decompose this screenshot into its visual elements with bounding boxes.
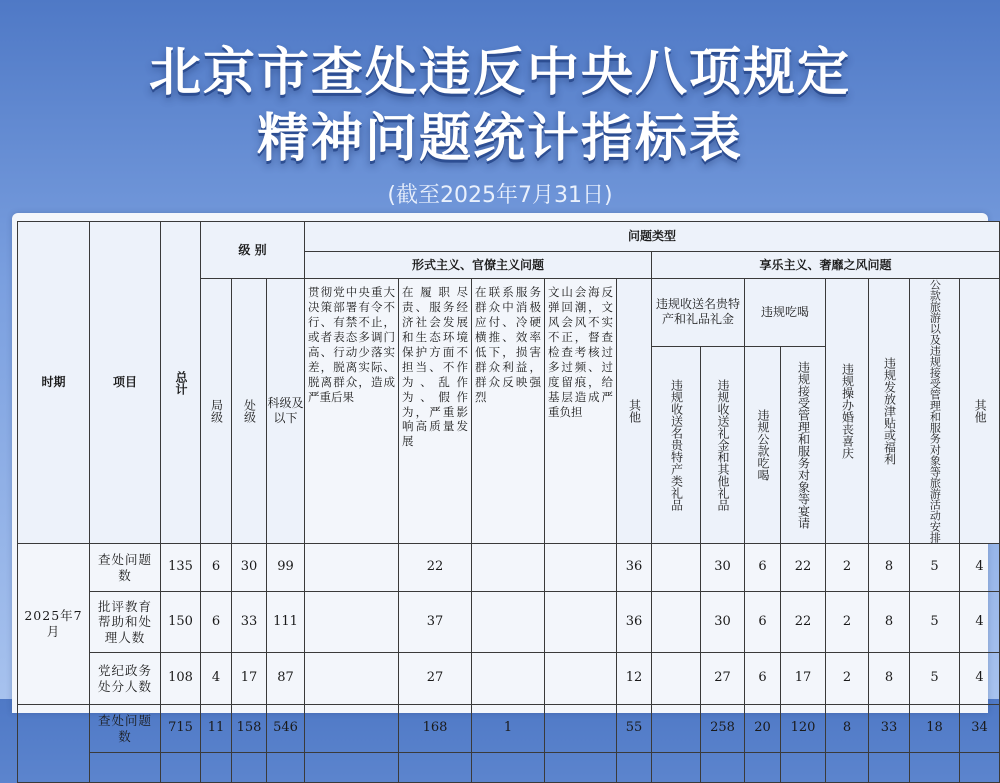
- header-gift-col2: 违规收送礼金和其他礼品: [701, 346, 745, 543]
- header-item: 项目: [90, 222, 161, 544]
- value-cell: 111: [267, 592, 305, 653]
- period-cell: 2025年7月: [18, 544, 90, 705]
- value-cell: 34: [960, 705, 1000, 753]
- value-cell: 5: [910, 544, 960, 592]
- value-cell: 715: [161, 705, 201, 753]
- value-cell: [305, 544, 399, 592]
- header-allowance: 违规发放津贴或福利: [869, 279, 910, 544]
- value-cell: 11: [201, 705, 232, 753]
- value-cell: [652, 705, 701, 753]
- value-cell: 30: [701, 592, 745, 653]
- value-cell: [472, 544, 545, 592]
- value-cell: 4: [960, 653, 1000, 705]
- value-cell: 27: [399, 653, 472, 705]
- value-cell: [545, 592, 617, 653]
- value-cell: 6: [745, 592, 781, 653]
- value-cell: 168: [399, 705, 472, 753]
- page-title-line2: 精神问题统计指标表: [256, 109, 743, 169]
- value-cell: 8: [826, 705, 869, 753]
- header-total: 总计: [161, 222, 201, 544]
- value-cell: 36: [617, 544, 652, 592]
- header-level-chu: 处级: [232, 279, 267, 544]
- header-eat-col2: 违规接受管理和服务对象等宴请: [781, 346, 826, 543]
- value-cell: 8: [869, 653, 910, 705]
- page-subtitle: (截至2025年7月31日): [387, 183, 613, 208]
- value-cell: 22: [399, 544, 472, 592]
- table-row: [18, 653, 1000, 705]
- header-formalism-other: 其他: [617, 279, 652, 544]
- value-cell: 1: [472, 705, 545, 753]
- header-wedding: 违规操办婚丧喜庆: [826, 279, 869, 544]
- header-level: 级 别: [201, 222, 305, 279]
- value-cell: 30: [232, 544, 267, 592]
- header-eat-group: 违规吃喝: [745, 279, 826, 347]
- value-cell: 8: [869, 592, 910, 653]
- value-cell: 99: [267, 544, 305, 592]
- item-cell: 查处问题数: [90, 705, 161, 753]
- value-cell: [652, 544, 701, 592]
- header-formalism-col1: 贯彻党中央重大决策部署有令不行、有禁不止，或者表态多调门高、行动少落实差，脱离实际、脱离群众，造成严重后果: [305, 279, 399, 544]
- value-cell: [652, 592, 701, 653]
- value-cell: 12: [617, 653, 652, 705]
- value-cell: [652, 653, 701, 705]
- value-cell: [545, 705, 617, 753]
- value-cell: 258: [701, 705, 745, 753]
- value-cell: 5: [910, 592, 960, 653]
- item-cell: 党纪政务处分人数: [90, 653, 161, 705]
- table-row: [18, 753, 1000, 783]
- value-cell: 150: [161, 592, 201, 653]
- value-cell: [545, 544, 617, 592]
- value-cell: 30: [701, 544, 745, 592]
- table-row: [18, 544, 1000, 592]
- value-cell: 17: [781, 653, 826, 705]
- item-cell: 查处问题数: [90, 544, 161, 592]
- table-row: [18, 705, 1000, 753]
- value-cell: 22: [781, 544, 826, 592]
- header-problem-type: 问题类型: [305, 222, 1000, 252]
- value-cell: 120: [781, 705, 826, 753]
- value-cell: [305, 705, 399, 753]
- value-cell: 2: [826, 544, 869, 592]
- value-cell: 5: [910, 653, 960, 705]
- value-cell: 108: [161, 653, 201, 705]
- value-cell: 18: [910, 705, 960, 753]
- table-row: [18, 592, 1000, 653]
- value-cell: 6: [745, 653, 781, 705]
- value-cell: [472, 653, 545, 705]
- value-cell: 20: [745, 705, 781, 753]
- value-cell: 22: [781, 592, 826, 653]
- header-formalism-col2: 在履职尽责、服务经济社会发展和生态环境保护方面不担当、不作为、乱作为、假作为，严重影响高质量发展: [399, 279, 472, 544]
- header-level-ke: 科级及以下: [267, 279, 305, 544]
- value-cell: 6: [745, 544, 781, 592]
- item-cell: 批评教育帮助和处理人数: [90, 592, 161, 653]
- value-cell: 135: [161, 544, 201, 592]
- value-cell: 55: [617, 705, 652, 753]
- value-cell: 37: [399, 592, 472, 653]
- value-cell: 87: [267, 653, 305, 705]
- value-cell: 546: [267, 705, 305, 753]
- value-cell: [305, 592, 399, 653]
- value-cell: 27: [701, 653, 745, 705]
- header-gift-group: 违规收送名贵特产和礼品礼金: [652, 279, 745, 347]
- value-cell: 4: [960, 544, 1000, 592]
- value-cell: [305, 653, 399, 705]
- period-cell: [18, 705, 90, 783]
- header-formalism-col3: 在联系服务群众中消极应付、冷硬横推、效率低下，损害群众利益，群众反映强烈: [472, 279, 545, 544]
- value-cell: 2: [826, 592, 869, 653]
- header-hedonism: 享乐主义、奢靡之风问题: [652, 252, 1000, 279]
- value-cell: 4: [960, 592, 1000, 653]
- value-cell: 33: [869, 705, 910, 753]
- value-cell: 4: [201, 653, 232, 705]
- value-cell: 36: [617, 592, 652, 653]
- value-cell: 33: [232, 592, 267, 653]
- value-cell: 158: [232, 705, 267, 753]
- header-formalism: 形式主义、官僚主义问题: [305, 252, 652, 279]
- header-level-ju: 局级: [201, 279, 232, 544]
- header-hedonism-other: 其他: [960, 279, 1000, 544]
- value-cell: 2: [826, 653, 869, 705]
- header-eat-col1: 违规公款吃喝: [745, 346, 781, 543]
- header-period: 时期: [18, 222, 90, 544]
- value-cell: [472, 592, 545, 653]
- header-formalism-col4: 文山会海反弹回潮，文风会风不实不正，督查检查考核过多过频、过度留痕，给基层造成严重负担: [545, 279, 617, 544]
- value-cell: 6: [201, 592, 232, 653]
- value-cell: 8: [869, 544, 910, 592]
- value-cell: [545, 653, 617, 705]
- value-cell: 6: [201, 544, 232, 592]
- page-title-line1: 北京市查处违反中央八项规定: [148, 43, 851, 103]
- header-gift-col1: 违规收送名贵特产类礼品: [652, 346, 701, 543]
- header-travel: 公款旅游以及违规接受管理和服务对象等旅游活动安排: [910, 279, 960, 544]
- value-cell: 17: [232, 653, 267, 705]
- item-cell: [90, 753, 161, 783]
